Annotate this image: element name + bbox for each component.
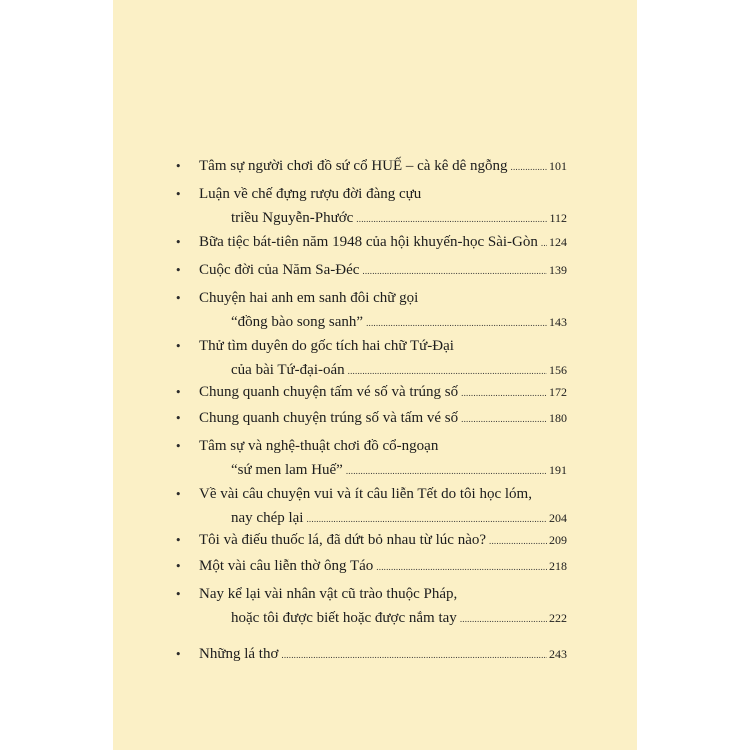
toc-entry-title: Tôi và điếu thuốc lá, đã dứt bỏ nhau từ lúc nào? [199,532,487,548]
dot-leader [489,531,547,551]
toc-entry-line [199,530,567,550]
toc-page-number: 204 [549,511,567,525]
toc-entry-line [199,260,567,280]
toc-entry-line [199,484,532,504]
bullet-icon: • [175,386,182,399]
toc-entry-title: triều Nguyễn-Phước [231,210,354,226]
toc-page-number: 222 [549,611,567,625]
bullet-icon: • [175,236,182,249]
table-of-contents [113,0,637,750]
toc-entry-title: Cuộc đời của Năm Sa-Đéc [199,262,360,278]
bullet-icon: • [175,440,182,453]
dot-leader [461,383,547,403]
toc-entry-title: của bài Tứ-đại-oán [231,362,345,378]
toc-entry-title: Một vài câu liễn thờ ông Táo [199,558,374,574]
toc-entry-title: Những lá thơ [199,646,279,662]
bullet-icon: • [175,412,182,425]
bullet-icon: • [175,188,182,201]
toc-entry-title: “sứ men lam Huế” [231,462,343,478]
dot-leader [376,557,547,577]
toc-entry-line [199,382,567,402]
dot-leader [348,361,547,381]
toc-entry-line [199,184,421,204]
toc-entry-title: “đồng bào song sanh” [231,314,364,330]
dot-leader [541,233,547,253]
dot-leader [366,313,547,333]
toc-entry-line [231,460,567,480]
toc-entry-title: Chuyện hai anh em sanh đôi chữ gọi [199,290,419,306]
toc-entry-line [231,608,567,628]
toc-entry-title: Nay kể lại vài nhân vật cũ trào thuộc Pháp, [199,586,458,602]
toc-page-number: 172 [549,385,567,399]
toc-entry-title: nay chép lại [231,510,304,526]
toc-entry-line [199,644,567,664]
toc-entry-title: Về vài câu chuyện vui và ít câu liễn Tết do tôi học lóm, [199,486,532,502]
toc-entry-line [231,208,567,228]
toc-page-number: 180 [549,411,567,425]
dot-leader [461,409,547,429]
toc-entry-line [199,156,567,176]
bullet-icon: • [175,648,182,661]
toc-entry-title: hoặc tôi được biết hoặc được nắm tay [231,610,457,626]
toc-page-number: 156 [549,363,567,377]
toc-page-number: 139 [549,263,567,277]
toc-page-number: 191 [549,463,567,477]
dot-leader [356,209,547,229]
bullet-icon: • [175,488,182,501]
bullet-icon: • [175,292,182,305]
toc-page-number: 209 [549,533,567,547]
toc-entry-line [199,408,567,428]
dot-leader [460,609,547,629]
toc-page-number: 112 [549,211,567,225]
toc-page-number: 243 [549,647,567,661]
toc-entry-title: Tâm sự và nghệ-thuật chơi đồ cổ-ngoạn [199,438,439,454]
toc-entry-line [231,360,567,380]
dot-leader [306,509,547,529]
toc-page-number: 101 [549,159,567,173]
toc-entry-title: Luận về chế đựng rượu đời đàng cựu [199,186,422,202]
bullet-icon: • [175,560,182,573]
bullet-icon: • [175,340,182,353]
toc-entry-line [199,336,454,356]
toc-entry-line [199,288,418,308]
dot-leader [346,461,547,481]
toc-entry-line [231,508,567,528]
toc-entry-line [231,312,567,332]
toc-page-number: 143 [549,315,567,329]
toc-page-number: 218 [549,559,567,573]
toc-page-number: 124 [549,235,567,249]
toc-entry-title: Chung quanh chuyện trúng số và tấm vé số [199,410,459,426]
dot-leader [362,261,547,281]
toc-entry-title: Thử tìm duyên do gốc tích hai chữ Tứ-Đại [199,338,454,354]
toc-entry-line [199,556,567,576]
toc-entry-title: Tâm sự người chơi đồ sứ cổ HUẾ – cà kê dê ngỗng [199,158,508,174]
bullet-icon: • [175,588,182,601]
bullet-icon: • [175,160,182,173]
book-page [113,0,637,750]
bullet-icon: • [175,534,182,547]
toc-entry-line [199,436,438,456]
dot-leader [511,157,547,177]
bullet-icon: • [175,264,182,277]
dot-leader [281,645,547,665]
toc-entry-line [199,232,567,252]
toc-entry-title: Bữa tiệc bát-tiên năm 1948 của hội khuyến-học Sài-Gòn [199,234,538,250]
toc-entry-line [199,584,457,604]
toc-entry-title: Chung quanh chuyện tấm vé số và trúng số [199,384,459,400]
